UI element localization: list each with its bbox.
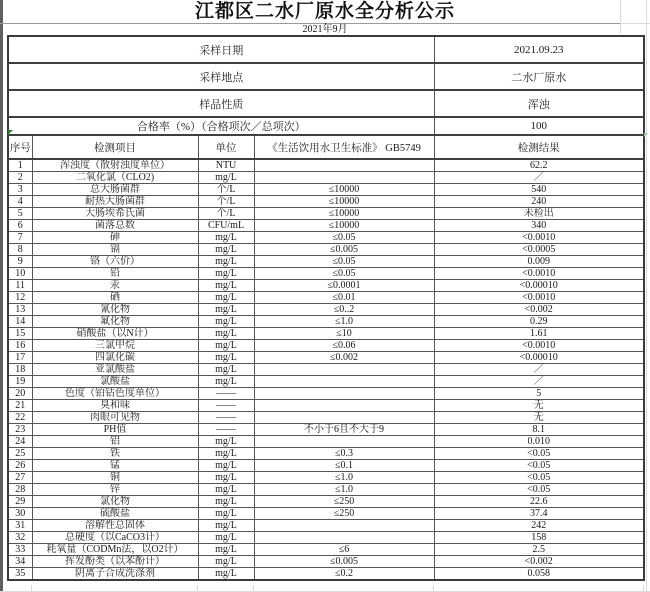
info-value: 2021.09.23 (434, 36, 644, 63)
test-result: <0.0005 (434, 244, 644, 256)
row-number: 26 (8, 460, 32, 472)
cell-error-triangle-small-icon (644, 133, 648, 137)
unit: mg/L (198, 472, 254, 484)
table-row (8, 352, 644, 364)
table-row (8, 412, 644, 424)
standard-limit: ≤1.0 (254, 484, 434, 496)
standard-limit: ≤250 (254, 496, 434, 508)
sheet-left-edge (0, 0, 3, 592)
table-row (8, 508, 644, 520)
table-row (8, 220, 644, 232)
unit: mg/L (198, 436, 254, 448)
test-item: 菌落总数 (32, 220, 198, 232)
table-row (8, 556, 644, 568)
info-row (8, 63, 644, 90)
table-row (8, 400, 644, 412)
standard-limit: ≤0.05 (254, 268, 434, 280)
row-number: 12 (8, 292, 32, 304)
standard-limit: ≤0.005 (254, 244, 434, 256)
standard-limit: ≤10000 (254, 220, 434, 232)
column-header: 单位 (198, 135, 254, 159)
test-result: <0.0010 (434, 232, 644, 244)
test-item: 耗氧量（CODMn法，以O2计） (32, 544, 198, 556)
row-number: 13 (8, 304, 32, 316)
standard-limit: ≤0.06 (254, 340, 434, 352)
test-item: 硒 (32, 292, 198, 304)
test-item: 肉眼可见物 (32, 412, 198, 424)
standard-limit: ≤0.0001 (254, 280, 434, 292)
unit: mg/L (198, 340, 254, 352)
test-item: 汞 (32, 280, 198, 292)
test-result: 62.2 (434, 159, 644, 172)
column-header: 检测结果 (434, 135, 644, 159)
row-number: 4 (8, 196, 32, 208)
row-number: 30 (8, 508, 32, 520)
table-row (8, 159, 644, 172)
unit: mg/L (198, 460, 254, 472)
test-result: 37.4 (434, 508, 644, 520)
row-number: 24 (8, 436, 32, 448)
test-item: PH值 (32, 424, 198, 436)
test-result: <0.002 (434, 304, 644, 316)
test-item: 铜 (32, 472, 198, 484)
table-row (8, 256, 644, 268)
table-row (8, 436, 644, 448)
info-value: 二水厂原水 (434, 63, 644, 90)
unit: mg/L (198, 508, 254, 520)
table-row (8, 304, 644, 316)
row-number: 23 (8, 424, 32, 436)
standard-limit: ≤0.05 (254, 232, 434, 244)
unit: —— (198, 400, 254, 412)
standard-limit: ≤10000 (254, 196, 434, 208)
row-number: 27 (8, 472, 32, 484)
test-result: <0.05 (434, 460, 644, 472)
test-item: 总大肠菌群 (32, 184, 198, 196)
unit: 个/L (198, 184, 254, 196)
unit: mg/L (198, 568, 254, 581)
standard-limit (254, 520, 434, 532)
unit: 个/L (198, 196, 254, 208)
info-label: 合格率（%）（合格项次／总项次） (8, 117, 434, 135)
table-row (8, 280, 644, 292)
row-number: 33 (8, 544, 32, 556)
standard-limit: 不小于6且不大于9 (254, 424, 434, 436)
test-item: 氰化物 (32, 304, 198, 316)
row-number: 32 (8, 532, 32, 544)
unit: mg/L (198, 496, 254, 508)
row-number: 25 (8, 448, 32, 460)
standard-limit: ≤250 (254, 508, 434, 520)
test-result: <0.05 (434, 472, 644, 484)
sheet-gridline-top-right (620, 0, 621, 34)
info-row (8, 117, 644, 135)
test-item: 二氧化氯（CLO2) (32, 172, 198, 184)
test-result: <0.0010 (434, 268, 644, 280)
standard-limit (254, 412, 434, 424)
cell-error-triangle-icon (8, 130, 13, 135)
unit: mg/L (198, 172, 254, 184)
test-item: 四氯化碳 (32, 352, 198, 364)
standard-limit: ≤10 (254, 328, 434, 340)
test-result: 无 (434, 412, 644, 424)
test-item: 硫酸盐 (32, 508, 198, 520)
row-number: 34 (8, 556, 32, 568)
table-row (8, 244, 644, 256)
test-result: 8.1 (434, 424, 644, 436)
table-row (8, 292, 644, 304)
unit: mg/L (198, 232, 254, 244)
test-result: 2.5 (434, 544, 644, 556)
test-item: 氯酸盐 (32, 376, 198, 388)
test-result: 242 (434, 520, 644, 532)
unit: —— (198, 412, 254, 424)
test-item: 色度（铂钴色度单位） (32, 388, 198, 400)
sheet-gridline-right (646, 0, 647, 592)
test-result: 158 (434, 532, 644, 544)
standard-limit (254, 400, 434, 412)
table-row (8, 496, 644, 508)
test-item: 铅 (32, 268, 198, 280)
report-month-subtitle: 2021年9月 (302, 24, 348, 35)
standard-limit: ≤0.2 (254, 568, 434, 581)
standard-limit: ≤0.3 (254, 448, 434, 460)
table-row (8, 544, 644, 556)
standard-limit: ≤0.05 (254, 256, 434, 268)
table-row (8, 448, 644, 460)
unit: mg/L (198, 292, 254, 304)
row-number: 8 (8, 244, 32, 256)
test-result: <0.0010 (434, 292, 644, 304)
info-label: 采样地点 (8, 63, 434, 90)
info-value: 浑浊 (434, 90, 644, 117)
test-result: 未检出 (434, 208, 644, 220)
standard-limit (254, 388, 434, 400)
standard-limit: ≤6 (254, 544, 434, 556)
table-row (8, 472, 644, 484)
test-item: 镉 (32, 244, 198, 256)
table-row (8, 196, 644, 208)
row-number: 17 (8, 352, 32, 364)
row-number: 1 (8, 159, 32, 172)
unit: mg/L (198, 376, 254, 388)
test-result: 0.29 (434, 316, 644, 328)
row-number: 7 (8, 232, 32, 244)
table-row (8, 424, 644, 436)
test-result: <0.00010 (434, 352, 644, 364)
row-number: 5 (8, 208, 32, 220)
table-row (8, 388, 644, 400)
unit: mg/L (198, 244, 254, 256)
test-result: <0.05 (434, 484, 644, 496)
test-result: 22.6 (434, 496, 644, 508)
table-row (8, 232, 644, 244)
standard-limit: ≤0..2 (254, 304, 434, 316)
test-result: 无 (434, 400, 644, 412)
test-result: ／ (434, 376, 644, 388)
test-item: 铝 (32, 436, 198, 448)
standard-limit: ≤0.005 (254, 556, 434, 568)
table-row (8, 460, 644, 472)
row-number: 29 (8, 496, 32, 508)
unit: mg/L (198, 352, 254, 364)
test-item: 总硬度（以CaCO3计） (32, 532, 198, 544)
standard-limit: ≤1.0 (254, 316, 434, 328)
row-number: 18 (8, 364, 32, 376)
test-item: 臭和味 (32, 400, 198, 412)
table-row (8, 208, 644, 220)
page-title: 江都区二水厂原水全分析公示 (194, 1, 455, 22)
analysis-table (7, 35, 645, 581)
test-result: 1.61 (434, 328, 644, 340)
test-item: 硝酸盐（以N计） (32, 328, 198, 340)
test-item: 浑浊度（散射浊度单位） (32, 159, 198, 172)
unit: mg/L (198, 268, 254, 280)
test-result: ／ (434, 172, 644, 184)
analysis-table-body (8, 36, 644, 580)
test-result: 240 (434, 196, 644, 208)
test-item: 阴离子合成洗涤剂 (32, 568, 198, 581)
test-result: ／ (434, 364, 644, 376)
table-row (8, 184, 644, 196)
info-label: 采样日期 (8, 36, 434, 63)
row-number: 6 (8, 220, 32, 232)
unit: mg/L (198, 328, 254, 340)
test-item: 大肠埃希氏菌 (32, 208, 198, 220)
info-row (8, 36, 644, 63)
table-row (8, 340, 644, 352)
row-number: 2 (8, 172, 32, 184)
test-item: 亚氯酸盐 (32, 364, 198, 376)
info-value: 100 (434, 117, 644, 135)
unit: 个/L (198, 208, 254, 220)
test-result: 0.009 (434, 256, 644, 268)
unit: mg/L (198, 484, 254, 496)
test-item: 锌 (32, 484, 198, 496)
test-result: 540 (434, 184, 644, 196)
standard-limit (254, 159, 434, 172)
row-number: 31 (8, 520, 32, 532)
header-row (8, 135, 644, 159)
table-row (8, 568, 644, 581)
unit: mg/L (198, 448, 254, 460)
info-row (8, 90, 644, 117)
test-result: <0.05 (434, 448, 644, 460)
standard-limit (254, 364, 434, 376)
unit: mg/L (198, 544, 254, 556)
standard-limit (254, 532, 434, 544)
standard-limit: ≤1.0 (254, 472, 434, 484)
test-item: 耐热大肠菌群 (32, 196, 198, 208)
unit: —— (198, 388, 254, 400)
standard-limit: ≤0.002 (254, 352, 434, 364)
row-number: 21 (8, 400, 32, 412)
table-row (8, 532, 644, 544)
unit: mg/L (198, 316, 254, 328)
standard-limit: ≤10000 (254, 184, 434, 196)
table-row (8, 316, 644, 328)
test-result: <0.002 (434, 556, 644, 568)
test-item: 挥发酚类（以苯酚计） (32, 556, 198, 568)
column-header: 检测项目 (32, 135, 198, 159)
unit: NTU (198, 159, 254, 172)
unit: mg/L (198, 256, 254, 268)
standard-limit (254, 436, 434, 448)
unit: mg/L (198, 304, 254, 316)
standard-limit: ≤0.01 (254, 292, 434, 304)
unit: mg/L (198, 520, 254, 532)
row-number: 10 (8, 268, 32, 280)
row-number: 16 (8, 340, 32, 352)
test-item: 氯化物 (32, 496, 198, 508)
info-label: 样品性质 (8, 90, 434, 117)
row-number: 28 (8, 484, 32, 496)
test-item: 锰 (32, 460, 198, 472)
test-item: 氟化物 (32, 316, 198, 328)
test-result: <0.00010 (434, 280, 644, 292)
table-row (8, 484, 644, 496)
table-row (8, 268, 644, 280)
row-number: 20 (8, 388, 32, 400)
unit: mg/L (198, 532, 254, 544)
row-number: 35 (8, 568, 32, 581)
table-row (8, 328, 644, 340)
column-header: 序号 (8, 135, 32, 159)
unit: CFU/mL (198, 220, 254, 232)
table-row (8, 172, 644, 184)
standard-limit (254, 376, 434, 388)
row-number: 15 (8, 328, 32, 340)
row-number: 3 (8, 184, 32, 196)
column-header: 《生活饮用水卫生标准》 GB5749 (254, 135, 434, 159)
test-item: 铁 (32, 448, 198, 460)
unit: —— (198, 424, 254, 436)
test-result: 0.010 (434, 436, 644, 448)
table-row (8, 520, 644, 532)
unit: mg/L (198, 556, 254, 568)
row-number: 9 (8, 256, 32, 268)
row-number: 11 (8, 280, 32, 292)
test-result: 5 (434, 388, 644, 400)
unit: mg/L (198, 364, 254, 376)
test-item: 溶解性总固体 (32, 520, 198, 532)
table-row (8, 364, 644, 376)
test-item: 铬（六价） (32, 256, 198, 268)
test-result: 0.058 (434, 568, 644, 581)
row-number: 14 (8, 316, 32, 328)
test-result: 340 (434, 220, 644, 232)
test-item: 砷 (32, 232, 198, 244)
standard-limit: ≤10000 (254, 208, 434, 220)
test-result: <0.0010 (434, 340, 644, 352)
standard-limit (254, 172, 434, 184)
table-row (8, 376, 644, 388)
standard-limit: ≤0.1 (254, 460, 434, 472)
row-number: 22 (8, 412, 32, 424)
unit: mg/L (198, 280, 254, 292)
test-item: 三氯甲烷 (32, 340, 198, 352)
row-number: 19 (8, 376, 32, 388)
